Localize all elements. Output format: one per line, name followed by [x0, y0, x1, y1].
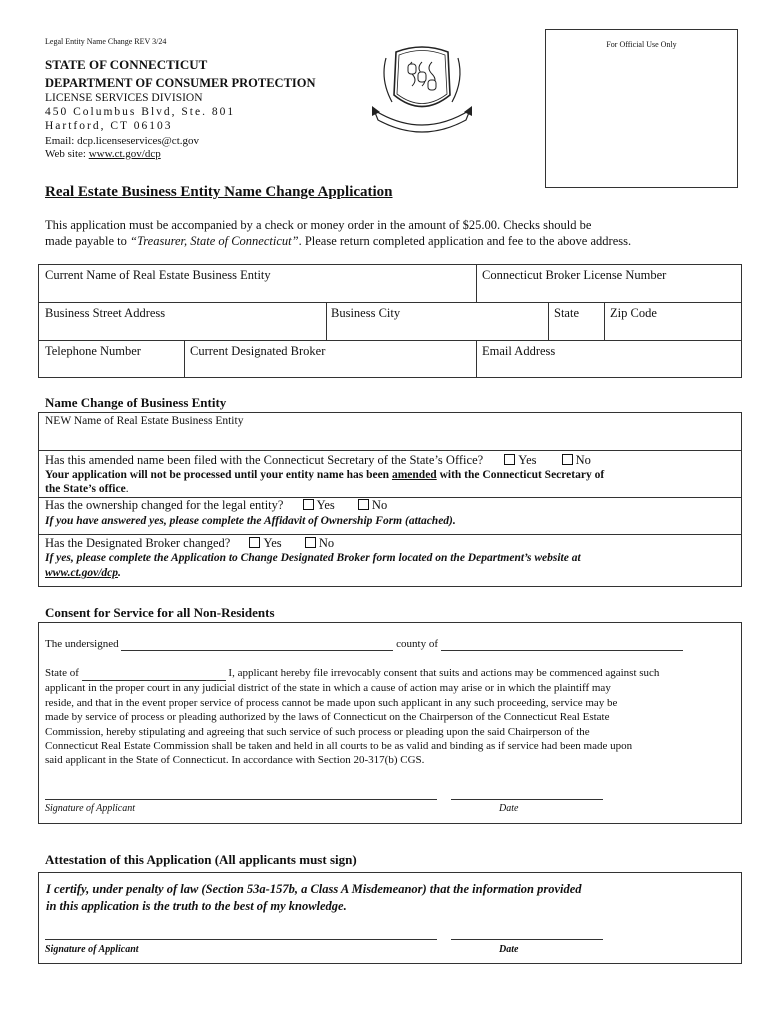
consent-line-6: Connecticut Real Estate Commission shall be taken and held in all courts to be as valid and binding as if service had been made upon [45, 740, 633, 753]
q1-note-amended: amended [391, 469, 437, 481]
undersigned-label: The undersigned [45, 638, 119, 650]
q3-no-label: No [318, 536, 335, 550]
attestation-date-label: Date [499, 944, 519, 955]
q1-note-a: Your application will not be processed until your entity name has been [45, 469, 392, 481]
consent-text-0: I, applicant hereby file irrevocably consent that suits and actions may be commenced against such [228, 667, 660, 679]
intro-text-c: . Please return completed application and fee to the above address. [298, 234, 632, 248]
intro-line-1: This application must be accompanied by a check or money order in the amount of $25.00. Checks should be [45, 218, 592, 232]
website-link[interactable]: www.ct.gov/dcp [88, 148, 161, 160]
consent-signature-label: Signature of Applicant [45, 803, 135, 814]
q2-note: If you have answered yes, please complete the Affidavit of Ownership Form (attached). [45, 515, 456, 527]
consent-heading: Consent for Service for all Non-Residents [45, 605, 275, 620]
website-prefix: Web site: [45, 148, 89, 160]
state-name: STATE OF CONNECTICUT [45, 57, 208, 72]
q1-yes-checkbox[interactable] [504, 454, 515, 465]
business-city-field[interactable]: Business City [331, 306, 401, 320]
consent-box [38, 622, 742, 824]
q3-yes-label: Yes [263, 536, 282, 550]
consent-signature-line[interactable] [45, 799, 437, 800]
q1-yes-label: Yes [518, 453, 537, 467]
q1-note-end: the State’s office. [45, 483, 129, 495]
name-change-table [38, 412, 742, 587]
telephone-field[interactable]: Telephone Number [45, 344, 141, 358]
entity-info-table [38, 264, 742, 378]
state-field[interactable]: State [554, 306, 579, 320]
consent-line-5: Commission, hereby stipulating and agreeing that such service of such process or pleading upon the said Chairperson of the [45, 725, 590, 738]
state-of-input[interactable] [82, 666, 226, 681]
intro-payee: “Treasurer, State of Connecticut” [130, 234, 299, 248]
county-of-label: county of [396, 638, 438, 650]
county-input[interactable] [441, 638, 683, 651]
q3-no-checkbox[interactable] [305, 537, 316, 548]
zip-code-field[interactable]: Zip Code [610, 306, 657, 320]
broker-license-field[interactable]: Connecticut Broker License Number [482, 268, 667, 282]
q1-row [45, 453, 591, 468]
q3-yes-checkbox[interactable] [249, 537, 260, 548]
attestation-heading: Attestation of this Application (All applicants must sign) [45, 852, 357, 867]
official-use-box [545, 29, 738, 188]
q1-note [45, 469, 735, 481]
contact-website [45, 148, 161, 160]
attestation-signature-line[interactable] [45, 939, 437, 940]
consent-date-label: Date [499, 803, 519, 814]
department-name: DEPARTMENT OF CONSUMER PROTECTION [45, 76, 316, 90]
consent-paragraph [45, 666, 735, 768]
q2-text: Has the ownership changed for the legal entity? [45, 498, 284, 512]
contact-email: Email: dcp.licenseservices@ct.gov [45, 135, 199, 147]
q2-yes-checkbox[interactable] [303, 499, 314, 510]
new-name-field[interactable]: NEW Name of Real Estate Business Entity [45, 415, 244, 427]
q1-no-checkbox[interactable] [562, 454, 573, 465]
q1-text: Has this amended name been filed with the Connecticut Secretary of the State’s Office? [45, 453, 484, 467]
q2-yes-label: Yes [316, 498, 335, 512]
undersigned-input[interactable] [121, 638, 393, 651]
q1-note-d: the State’s office [45, 483, 126, 495]
q3-note: If yes, please complete the Application to Change Designated Broker form located on the Department’s website at [45, 552, 581, 564]
q3-link-row: www.ct.gov/dcp. [45, 567, 121, 579]
q3-row [45, 536, 334, 551]
address-line-2: Hartford, CT 06103 [45, 120, 173, 132]
q3-website-link[interactable]: www.ct.gov/dcp [45, 567, 119, 579]
state-seal-icon [366, 40, 478, 135]
consent-date-line[interactable] [451, 799, 603, 800]
attestation-date-line[interactable] [451, 939, 603, 940]
q2-row [45, 498, 387, 513]
consent-line-2: applicant in the proper court in any judicial district of the state in which a cause of action may arise or in which the plaintiff may [45, 682, 611, 695]
q3-text: Has the Designated Broker changed? [45, 536, 231, 550]
attestation-signature-label: Signature of Applicant [45, 944, 139, 955]
email-address-field[interactable]: Email Address [482, 344, 556, 358]
intro-line-2 [45, 234, 735, 249]
consent-line-1 [45, 666, 735, 681]
undersigned-row [45, 638, 683, 651]
division-name: LICENSE SERVICES DIVISION [45, 92, 203, 104]
consent-line-7: said applicant in the State of Connecticut. In accordance with Section 20-317(b) CGS. [45, 754, 425, 767]
state-of-label: State of [45, 667, 79, 679]
q1-no-label: No [575, 453, 591, 467]
consent-line-3: reside, and that in the event proper service of process cannot be made upon such applicant in any such proceeding, service may be [45, 696, 618, 709]
designated-broker-field[interactable]: Current Designated Broker [190, 344, 326, 358]
attestation-line-1: I certify, under penalty of law (Section 53a-157b, a Class A Misdemeanor) that the information provided [46, 882, 582, 896]
q2-no-checkbox[interactable] [358, 499, 369, 510]
address-line-1: 450 Columbus Blvd, Ste. 801 [45, 106, 236, 118]
consent-line-4: made by service of process or pleading authorized by the laws of Connecticut on the Chairperson of the Connecticut Real Estate [45, 711, 610, 724]
intro-text-a: made payable to [45, 234, 131, 248]
attestation-line-2: in this application is the truth to the best of my knowledge. [46, 899, 347, 913]
q1-note-c: with the Connecticut Secretary of [436, 469, 605, 481]
official-use-label: For Official Use Only [606, 40, 677, 49]
current-name-field[interactable]: Current Name of Real Estate Business Entity [45, 268, 271, 282]
name-change-heading: Name Change of Business Entity [45, 395, 227, 410]
form-revision: Legal Entity Name Change REV 3/24 [45, 37, 167, 46]
form-title: Real Estate Business Entity Name Change Application [45, 184, 393, 200]
attestation-box [38, 872, 742, 964]
q2-no-label: No [371, 498, 388, 512]
street-address-field[interactable]: Business Street Address [45, 306, 166, 320]
